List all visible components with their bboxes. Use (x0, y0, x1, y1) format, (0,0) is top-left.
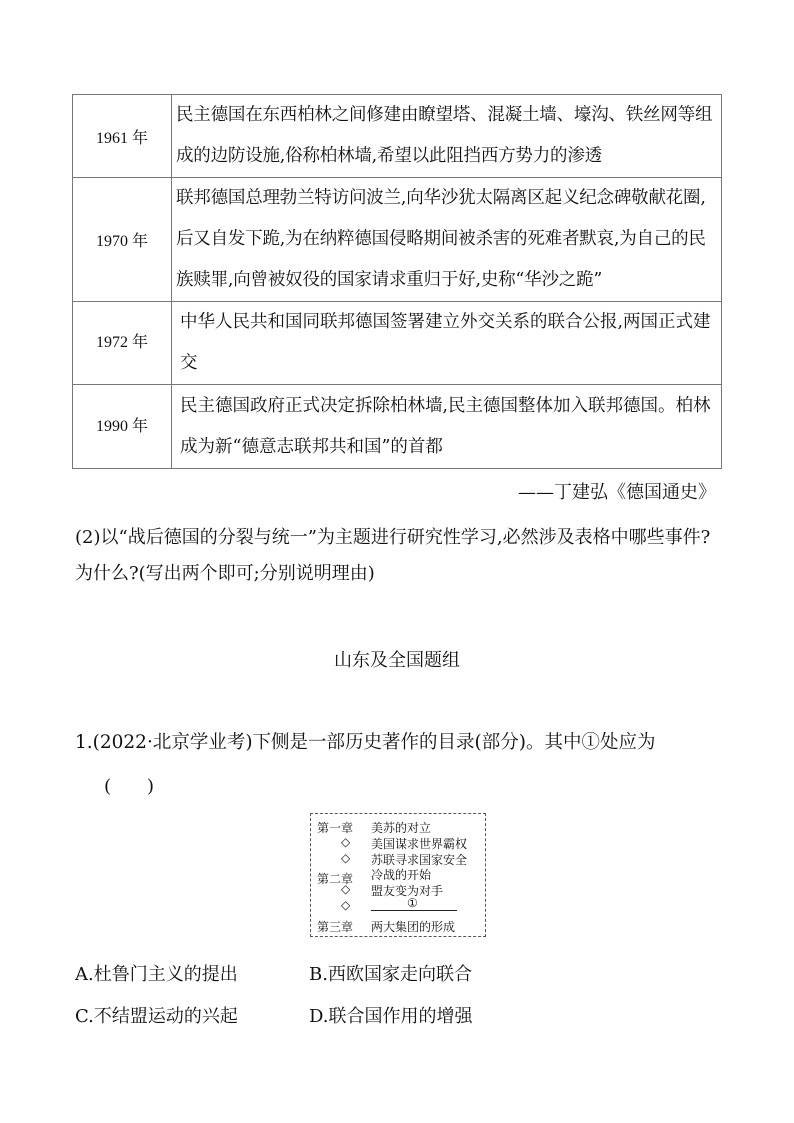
option-a: A.杜鲁门主义的提出 (75, 964, 238, 985)
year-cell: 1970 年 (73, 178, 172, 302)
question-1-stem: 1.(2022·北京学业考)下侧是一部历史著作的目录(部分)。其中①处应为 (75, 732, 656, 753)
option-c: C.不结盟运动的兴起 (75, 1006, 238, 1027)
table-row (73, 385, 722, 469)
toc-label: 第三章 (317, 920, 354, 934)
table-of-contents-figure (310, 813, 486, 937)
toc-text: 两大集团的形成 (371, 920, 456, 934)
year-cell: 1972 年 (73, 302, 172, 385)
answer-blank: ( ) (104, 776, 155, 797)
section-title: 山东及全国题组 (334, 650, 460, 671)
toc-bullet-icon: ◇ (341, 882, 351, 896)
toc-label: 第二章 (317, 872, 354, 886)
option-d: D.联合国作用的增强 (309, 1006, 473, 1027)
table-row (73, 95, 722, 178)
table-row (73, 302, 722, 385)
event-cell: 中华人民共和国同联邦德国签署建立外交关系的联合公报,两国正式建交 (172, 302, 722, 385)
toc-text: 盟友变为对手 (371, 884, 444, 898)
toc-blank-marker: ① (407, 896, 418, 910)
toc-bullet-icon: ◇ (341, 835, 351, 849)
toc-text: 美苏的对立 (371, 821, 432, 835)
toc-text: 冷战的开始 (371, 868, 432, 882)
toc-text: 美国谋求世界霸权 (371, 837, 468, 851)
toc-bullet-icon: ◇ (341, 851, 351, 865)
event-cell: 联邦德国总理勃兰特访问波兰,向华沙犹太隔离区起义纪念碑敬献花圈,后又自发下跪,为在纳粹德国侵略期间被杀害的死难者默哀,为自己的民族赎罪,向曾被奴役的国家请求重归于好,史称“华沙之跪” (172, 178, 722, 302)
event-cell: 民主德国政府正式决定拆除柏林墙,民主德国整体加入联邦德国。柏林成为新“德意志联邦共和国”的首都 (172, 385, 722, 469)
year-cell: 1961 年 (73, 95, 172, 178)
events-table (72, 94, 722, 469)
toc-text: 苏联寻求国家安全 (371, 853, 468, 867)
question-2: (2)以“战后德国的分裂与统一”为主题进行研究性学习,必然涉及表格中哪些事件?为什么?(写出两个即可;分别说明理由) (75, 527, 711, 584)
year-cell: 1990 年 (73, 385, 172, 469)
toc-blank-line (371, 910, 457, 911)
event-cell: 民主德国在东西柏林之间修建由瞭望塔、混凝土墙、壕沟、铁丝网等组成的边防设施,俗称柏林墙,希望以此阻挡西方势力的渗透 (172, 95, 722, 178)
source-citation: ——丁建弘《德国通史》 (518, 482, 716, 503)
table-row (73, 178, 722, 302)
option-b: B.西欧国家走向联合 (309, 964, 472, 985)
toc-bullet-icon: ◇ (341, 898, 351, 912)
toc-label: 第一章 (317, 821, 354, 835)
